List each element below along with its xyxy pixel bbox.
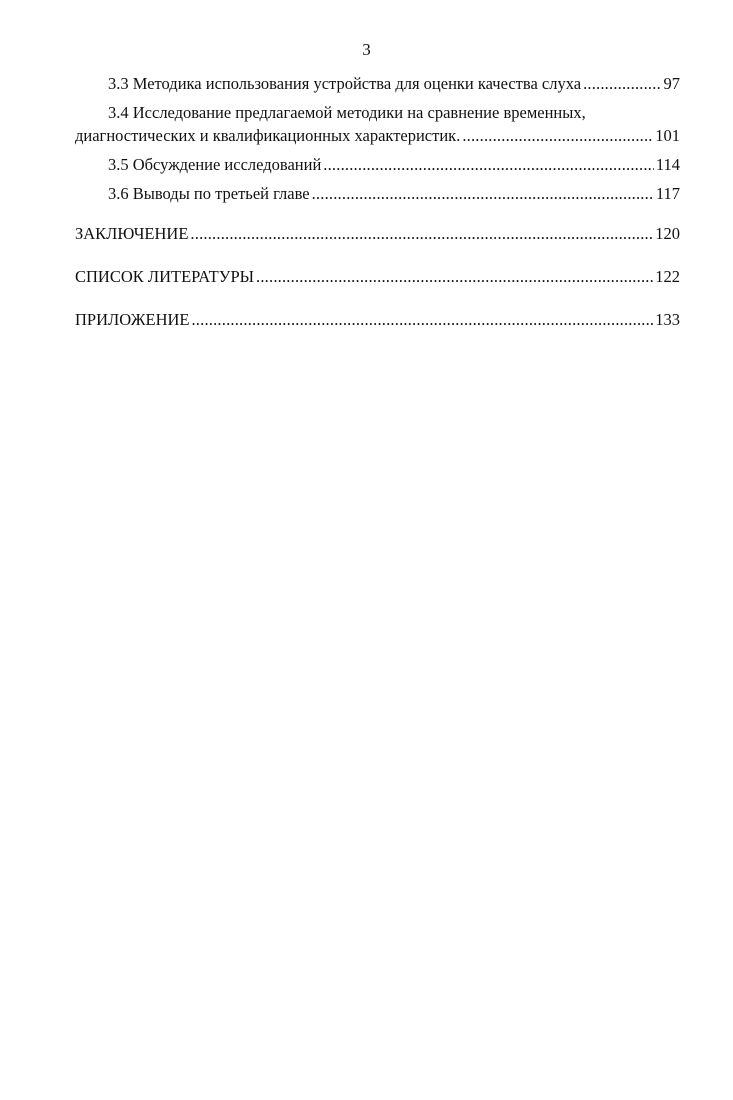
toc-entry-title: 3.3 Методика использования устройства для оценки качества слуха <box>108 74 582 93</box>
toc-entry-page: 122 <box>655 267 680 286</box>
toc-entry-title-line2: диагностических и квалификационных характеристик. <box>75 126 461 145</box>
toc-entry <box>75 308 680 331</box>
toc-dot-leader <box>191 308 653 331</box>
toc-dot-leader <box>323 153 654 176</box>
toc-dot-leader <box>256 265 653 288</box>
toc-entry-title: СПИСОК ЛИТЕРАТУРЫ <box>75 267 255 286</box>
toc-entry-title: 3.6 Выводы по третьей главе <box>108 184 310 203</box>
toc-entry-title-line1: 3.4 Исследование предлагаемой методики на сравнение временных, <box>108 103 586 122</box>
toc-entry <box>75 101 680 147</box>
toc-entry <box>75 182 680 205</box>
toc-entry-page: 117 <box>655 184 680 203</box>
toc-entry-page: 114 <box>655 155 680 174</box>
page-number: 3 <box>362 40 371 59</box>
toc-entry <box>75 222 680 245</box>
toc-dot-leader <box>190 222 653 245</box>
toc-entry-title: ПРИЛОЖЕНИЕ <box>75 310 190 329</box>
toc-entry-page: 101 <box>655 126 680 145</box>
toc-entry-page: 97 <box>663 74 680 93</box>
toc-entry-page: 133 <box>655 310 680 329</box>
toc-entry-title: 3.5 Обсуждение исследований <box>108 155 322 174</box>
toc-entry <box>75 153 680 176</box>
toc-entry <box>75 72 680 95</box>
toc-dot-leader <box>312 182 654 205</box>
toc-entry-page: 120 <box>655 224 680 243</box>
toc-entry <box>75 265 680 288</box>
toc-dot-leader <box>583 72 661 95</box>
toc-dot-leader <box>462 124 653 147</box>
table-of-contents <box>75 72 680 331</box>
toc-entry-title: ЗАКЛЮЧЕНИЕ <box>75 224 189 243</box>
